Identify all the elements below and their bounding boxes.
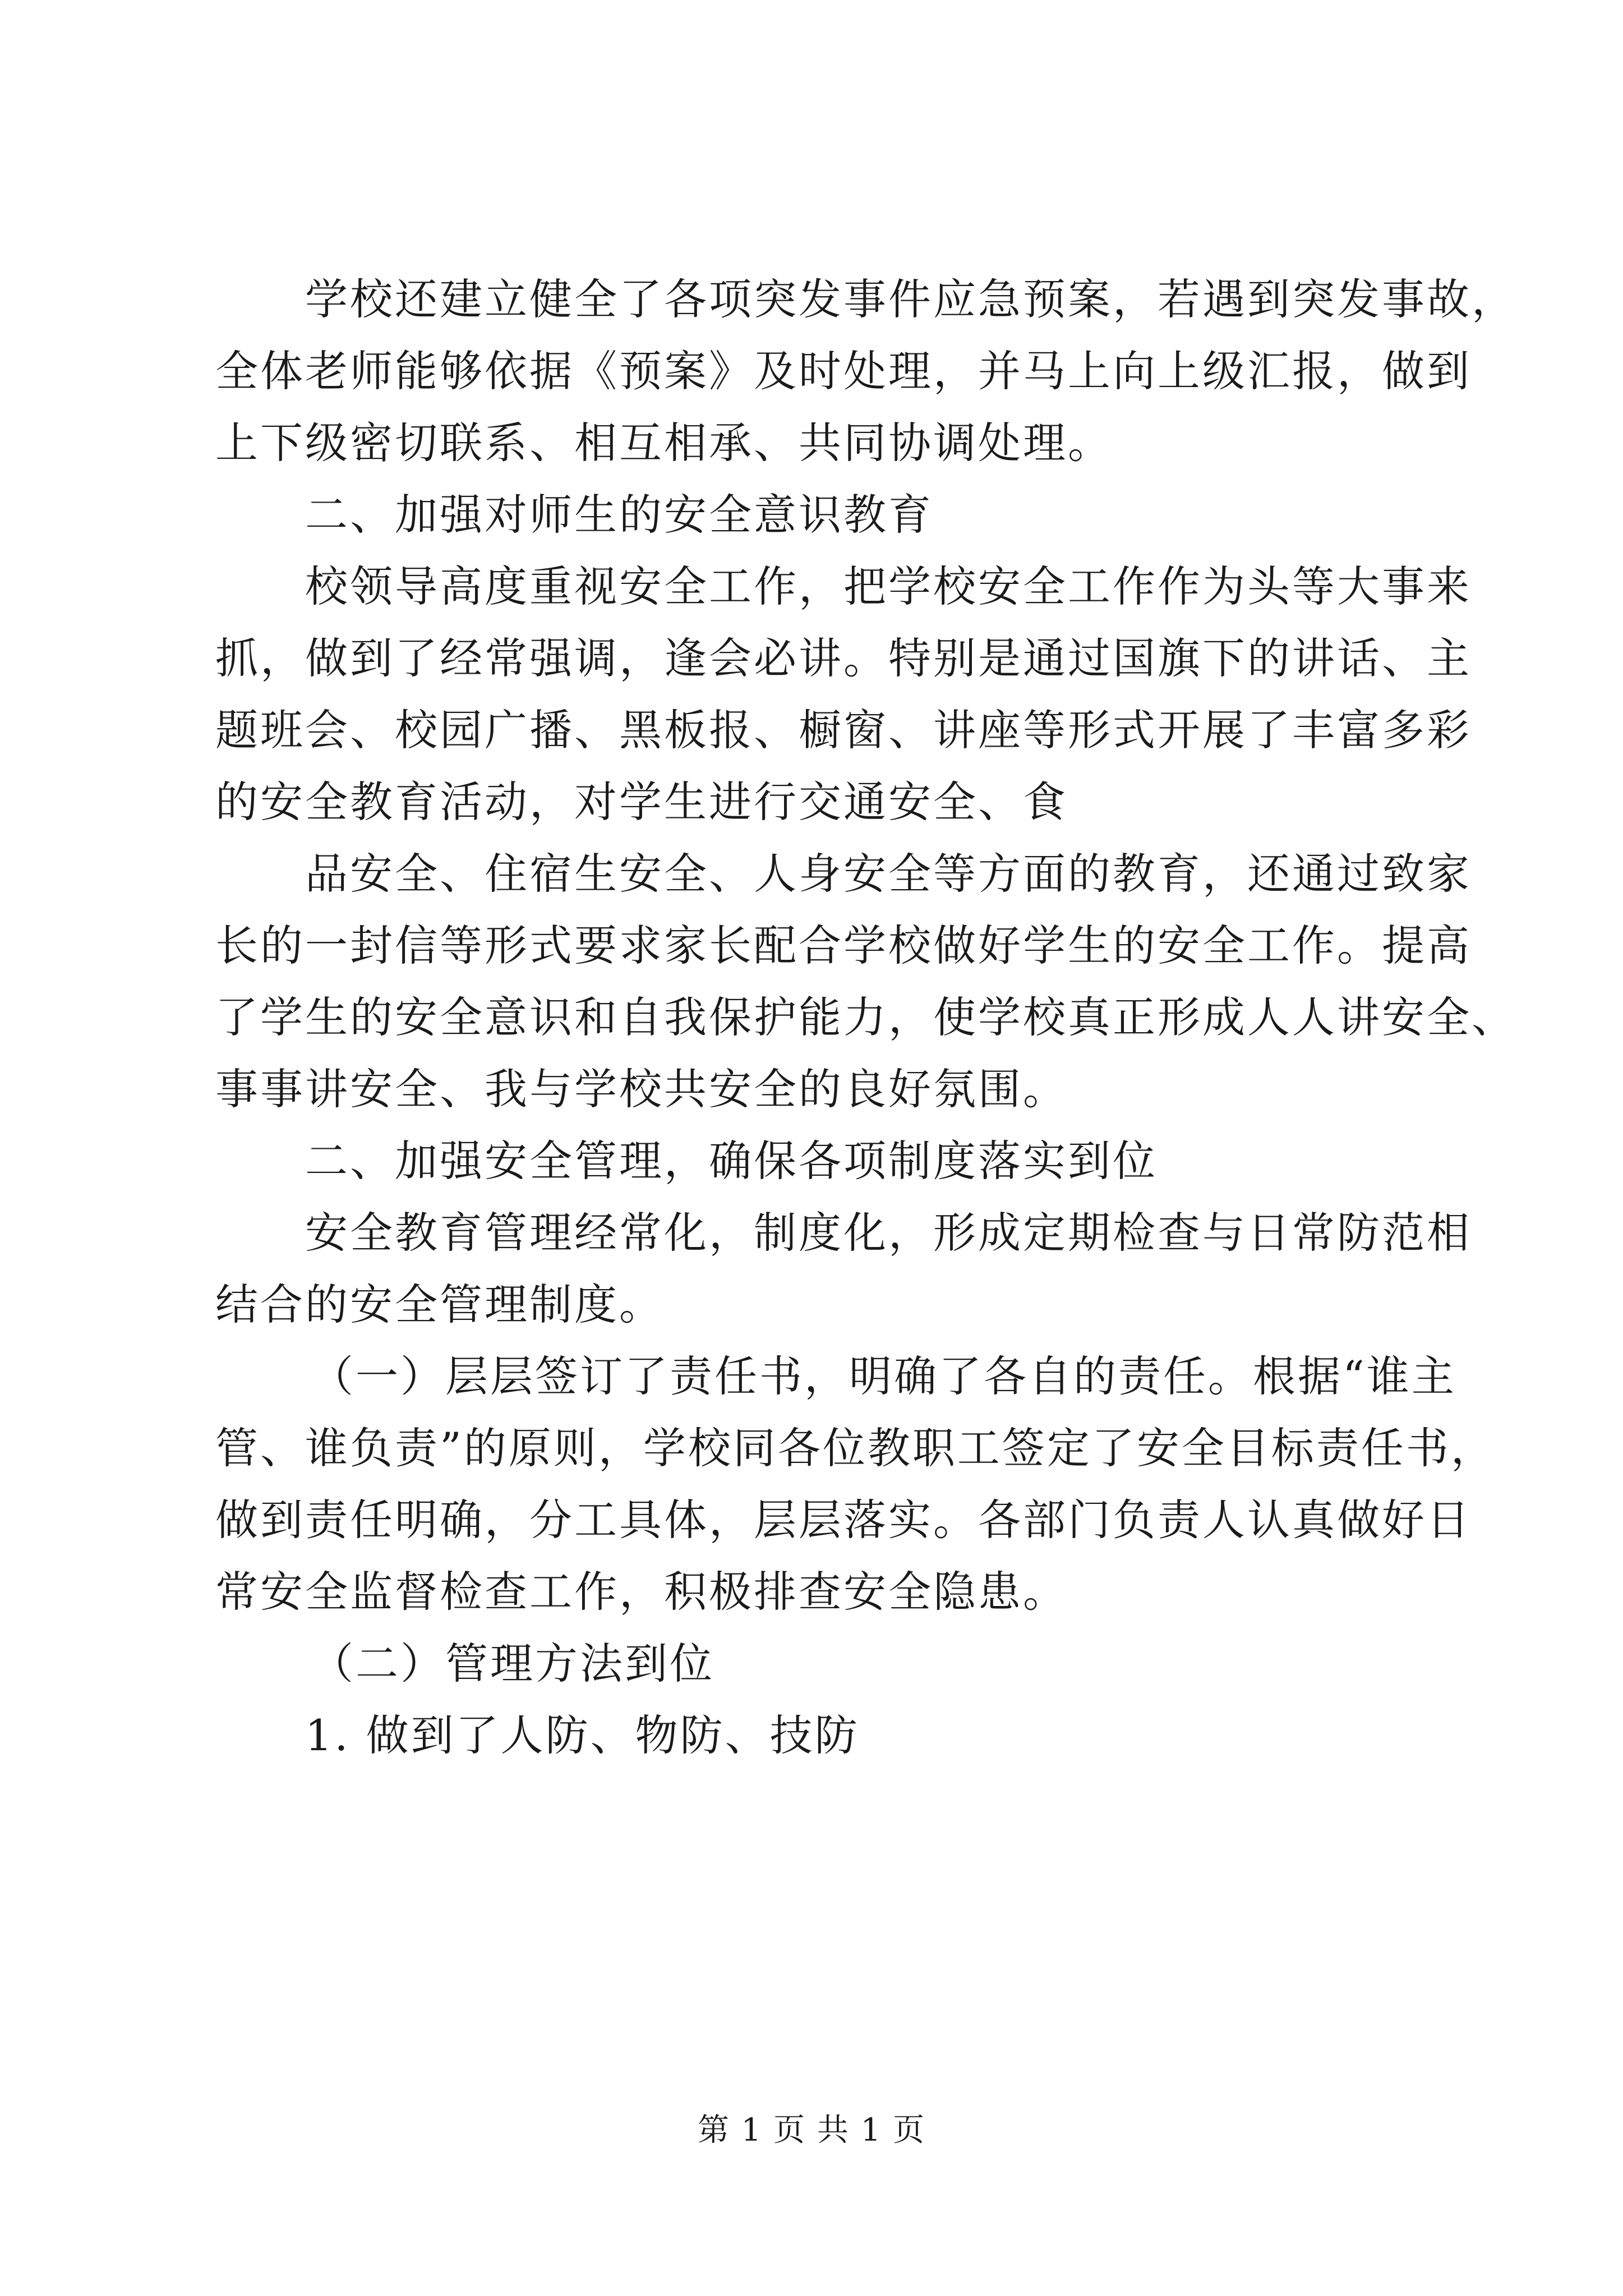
paragraph-line: 安全教育管理经常化，制度化，形成定期检查与日常防范相 xyxy=(305,1208,1472,1258)
paragraph-line: （一）层层签订了责任书，明确了各自的责任。根据“谁主 xyxy=(311,1351,1456,1401)
paragraph-line: 题班会、校园广播、黑板报、橱窗、讲座等形式开展了丰富多彩 xyxy=(215,705,1472,755)
paragraph-line: 结合的安全管理制度。 xyxy=(215,1280,664,1329)
paragraph-line: 校领导高度重视安全工作，把学校安全工作作为头等大事来 xyxy=(305,562,1472,611)
paragraph-line: 学校还建立健全了各项突发事件应急预案，若遇到突发事故， xyxy=(305,274,1516,324)
paragraph-line: 的安全教育活动，对学生进行交通安全、食 xyxy=(215,777,1068,827)
paragraph-line: 全体老师能够依据《预案》及时处理，并马上向上级汇报，做到 xyxy=(215,346,1472,396)
paragraph-line: 品安全、住宿生安全、人身安全等方面的教育，还通过致家 xyxy=(305,849,1472,899)
paragraph-line: 抓，做到了经常强调，逢会必讲。特别是通过国旗下的讲话、主 xyxy=(215,633,1472,683)
document-body xyxy=(215,264,1516,1772)
paragraph-line: 了学生的安全意识和自我保护能力，使学校真正形成人人讲安全、 xyxy=(215,992,1516,1042)
paragraph-line: 上下级密切联系、相互相承、共同协调处理。 xyxy=(215,418,1113,468)
section-heading: 二、加强安全管理，确保各项制度落实到位 xyxy=(305,1136,1158,1186)
subsection-heading: （二）管理方法到位 xyxy=(311,1639,714,1688)
paragraph-line: 做到责任明确，分工具体，层层落实。各部门负责人认真做好日 xyxy=(215,1495,1472,1545)
section-heading: 二、加强对师生的安全意识教育 xyxy=(305,490,933,540)
page-footer: 第 1 页 共 1 页 xyxy=(697,2112,926,2148)
list-item: 1. 做到了人防、物防、技防 xyxy=(305,1710,860,1760)
paragraph-line: 事事讲安全、我与学校共安全的良好氛围。 xyxy=(215,1064,1068,1114)
paragraph-line: 长的一封信等形式要求家长配合学校做好学生的安全工作。提高 xyxy=(215,921,1472,970)
paragraph-line: 常安全监督检查工作，积极排查安全隐患。 xyxy=(215,1567,1068,1617)
paragraph-line: 管、谁负责”的原则，学校同各位教职工签定了安全目标责任书， xyxy=(215,1423,1496,1473)
